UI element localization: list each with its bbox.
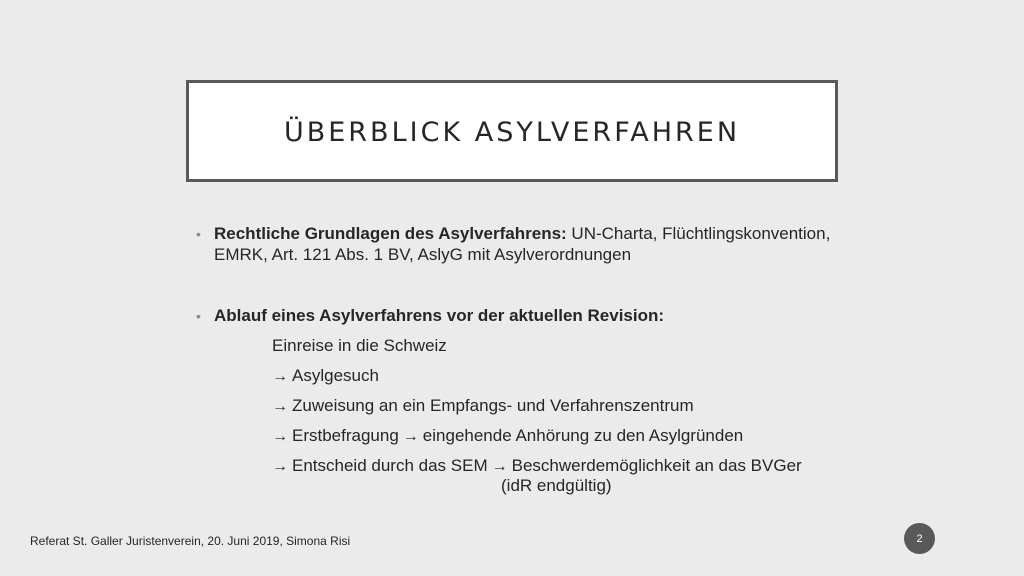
step-zuweisung: → Zuweisung an ein Empfangs- und Verfahrenszentrum (272, 396, 694, 415)
bullet-icon: • (196, 308, 201, 324)
slide-title: ÜBERBLICK ASYLVERFAHREN (283, 116, 741, 148)
step-befragung: → Erstbefragung → eingehende Anhörung zu den Asylgründen (272, 426, 744, 445)
arrow-right-icon: → (272, 398, 288, 415)
arrow-right-icon: → (402, 428, 419, 445)
step-einreise: Einreise in die Schweiz (272, 336, 447, 355)
bullet-icon: • (196, 226, 201, 242)
bullet1-heading: Rechtliche Grundlagen des Asylverfahrens: (214, 224, 567, 243)
bullet1-text: UN-Charta, Flüchtlingskonvention, (566, 224, 831, 243)
step-entscheid-note: (idR endgültig) (501, 476, 612, 495)
step-asylgesuch: → Asylgesuch (272, 366, 379, 385)
footer-text: Referat St. Galler Juristenverein, 20. Juni 2019, Simona Risi (30, 534, 351, 548)
bullet1-line1 (214, 225, 830, 242)
arrow-right-icon: → (272, 428, 288, 445)
step-entscheid: → Entscheid durch das SEM → Beschwerdemöglichkeit an das BVGer (272, 456, 802, 475)
bullet1-line2: EMRK, Art. 121 Abs. 1 BV, AslyG mit Asylverordnungen (214, 245, 632, 264)
arrow-right-icon: → (272, 458, 288, 475)
bullet2-heading: Ablauf eines Asylverfahrens vor der aktuellen Revision: (214, 306, 665, 325)
page-number-badge: 2 (904, 523, 935, 554)
arrow-right-icon: → (272, 368, 288, 385)
arrow-right-icon: → (491, 458, 508, 475)
